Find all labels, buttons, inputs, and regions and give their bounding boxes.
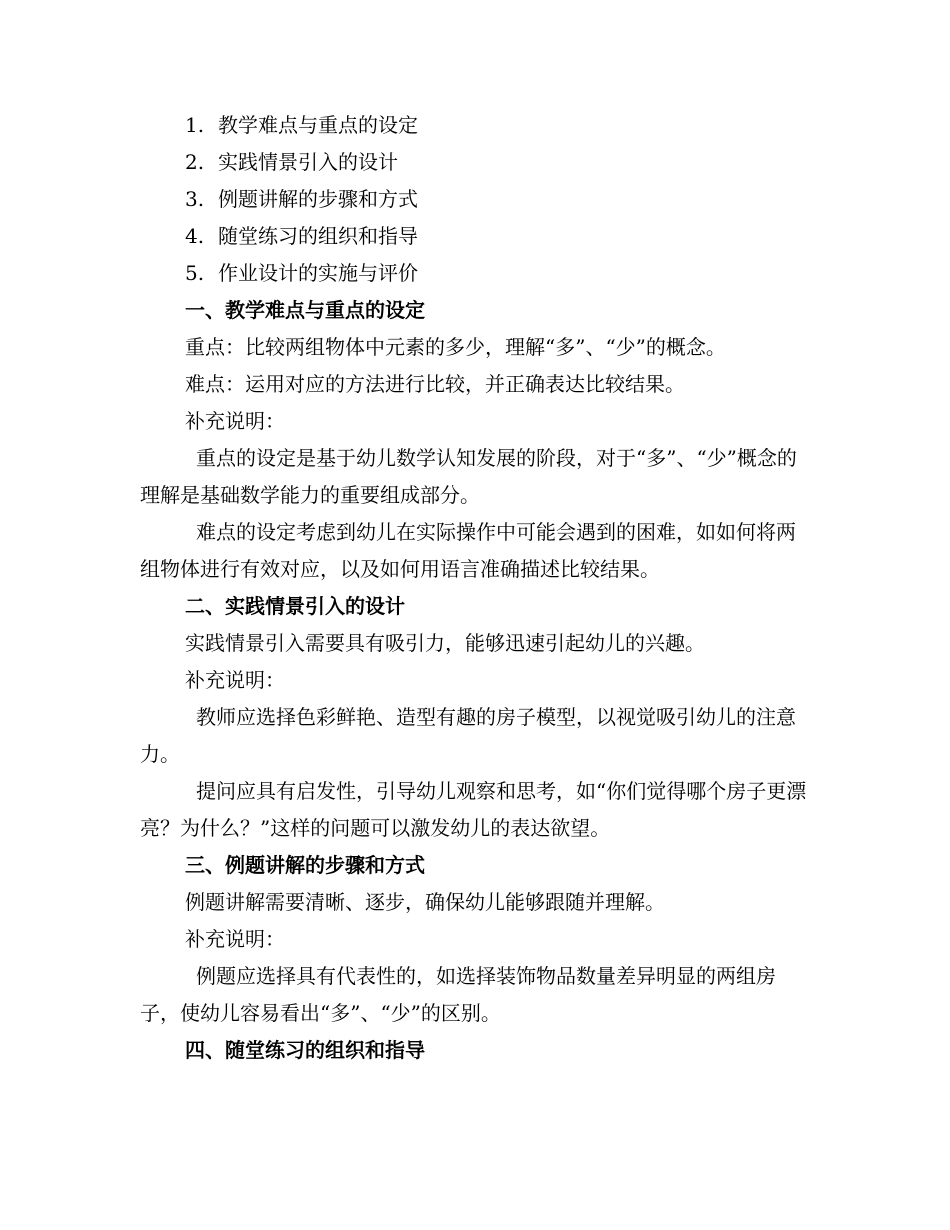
toc-item-number: 4. xyxy=(185,224,205,248)
difficulty-line: 难点：运用对应的方法进行比较，并正确表达比较结果。 xyxy=(185,372,685,396)
body-paragraph: 例题应选择具有代表性的，如选择装饰物品数量差异明显的两组房子，使幼儿容易看出“多”、“少”的区别。 xyxy=(140,964,776,1025)
toc-item-text: 例题讲解的步骤和方式 xyxy=(218,187,418,211)
supplement-label: 补充说明： xyxy=(185,927,285,951)
toc-item xyxy=(140,181,810,218)
toc-list xyxy=(140,107,810,292)
body-paragraph: 提问应具有启发性，引导幼儿观察和思考，如“你们觉得哪个房子更漂亮？为什么？”这样的问题可以激发幼儿的表达欲望。 xyxy=(140,779,807,840)
toc-item-number: 1. xyxy=(185,113,205,137)
body-line: 例题讲解需要清晰、逐步，确保幼儿能够跟随并理解。 xyxy=(185,890,665,914)
body-line: 实践情景引入需要具有吸引力，能够迅速引起幼儿的兴趣。 xyxy=(185,631,705,655)
body-paragraph: 重点的设定是基于幼儿数学认知发展的阶段，对于“多”、“少”概念的理解是基础数学能力的重要组成部分。 xyxy=(140,446,797,507)
section-heading: 四、随堂练习的组织和指导 xyxy=(185,1038,425,1062)
toc-item-number: 5. xyxy=(185,261,205,285)
section-heading: 三、例题讲解的步骤和方式 xyxy=(185,853,425,877)
toc-item-number: 3. xyxy=(185,187,205,211)
toc-item-text: 随堂练习的组织和指导 xyxy=(218,224,418,248)
body-paragraph: 教师应选择色彩鲜艳、造型有趣的房子模型，以视觉吸引幼儿的注意力。 xyxy=(140,705,796,766)
toc-item xyxy=(140,218,810,255)
toc-item-text: 实践情景引入的设计 xyxy=(218,150,398,174)
toc-item xyxy=(140,144,810,181)
supplement-label: 补充说明： xyxy=(185,409,285,433)
key-point-line: 重点：比较两组物体中元素的多少，理解“多”、“少”的概念。 xyxy=(185,335,726,359)
toc-item-text: 作业设计的实施与评价 xyxy=(218,261,418,285)
toc-item-number: 2. xyxy=(185,150,205,174)
section-heading: 二、实践情景引入的设计 xyxy=(185,594,405,618)
document-body xyxy=(140,107,810,1069)
supplement-label: 补充说明： xyxy=(185,668,285,692)
toc-item xyxy=(140,107,810,144)
section-heading: 一、教学难点与重点的设定 xyxy=(185,298,425,322)
toc-item xyxy=(140,255,810,292)
body-paragraph: 难点的设定考虑到幼儿在实际操作中可能会遇到的困难，如如何将两组物体进行有效对应，以及如何用语言准确描述比较结果。 xyxy=(140,520,796,581)
toc-item-text: 教学难点与重点的设定 xyxy=(218,113,418,137)
